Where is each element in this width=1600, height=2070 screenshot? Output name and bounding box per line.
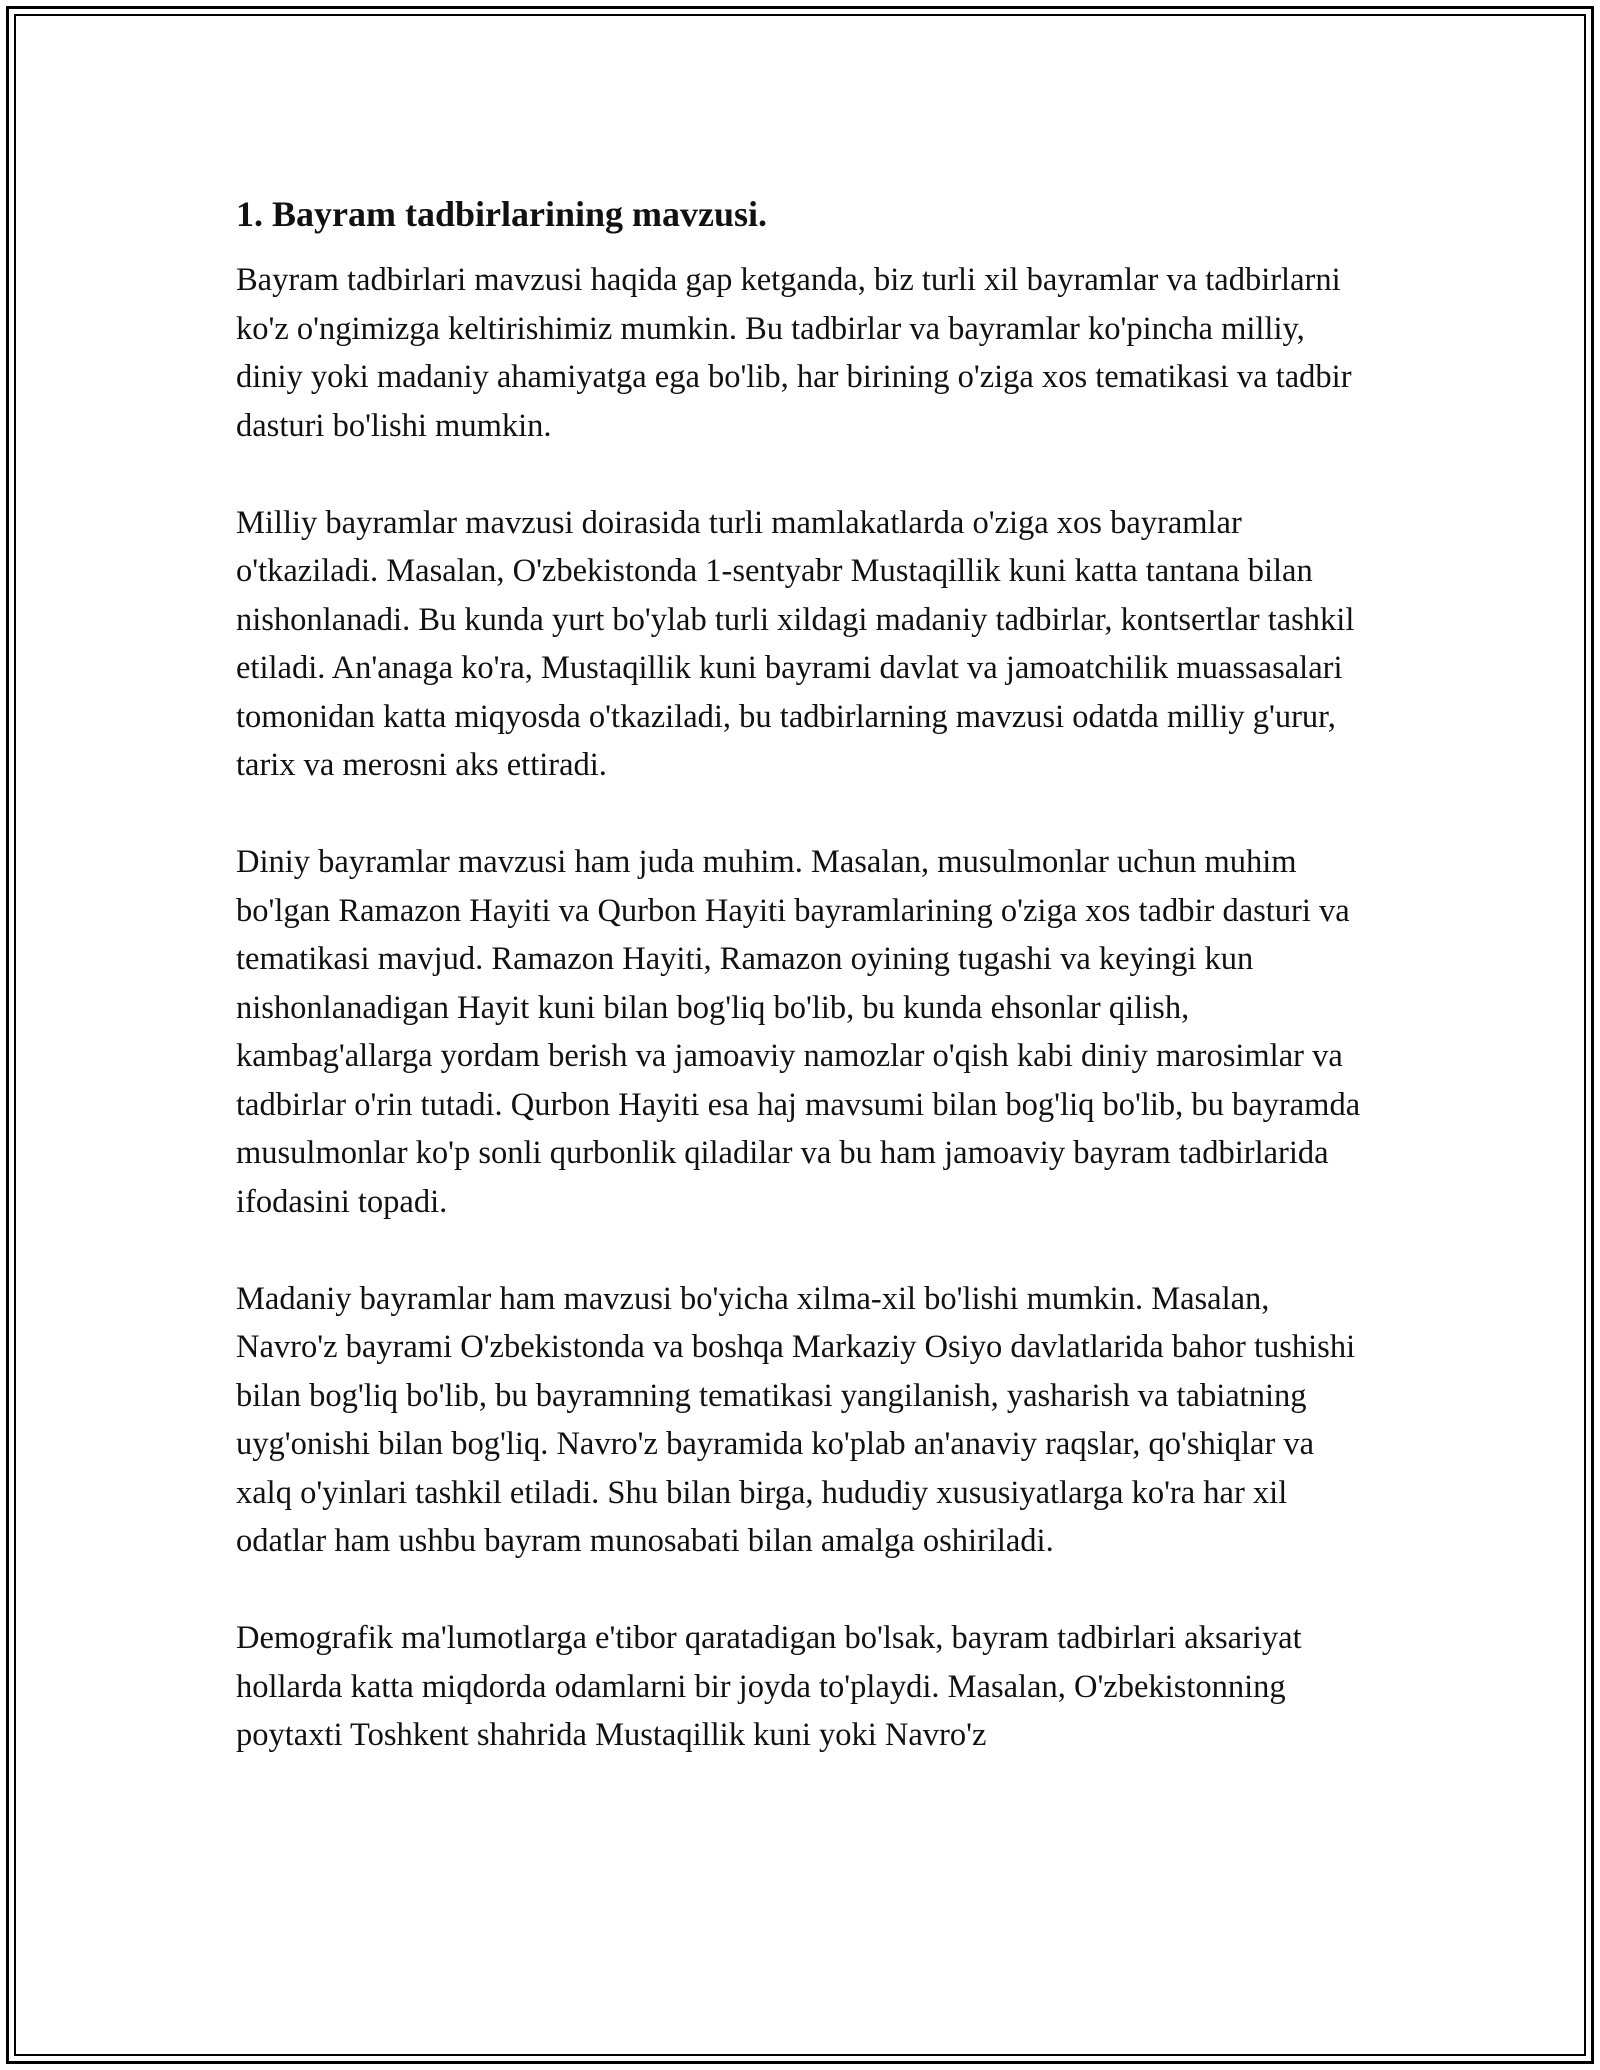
- section-heading: 1. Bayram tadbirlarining mavzusi.: [236, 194, 768, 234]
- paragraph-national-holidays: Milliy bayramlar mavzusi doirasida turli mamlakatlarda o'ziga xos bayramlar o'tkaziladi. Masalan, O'zbekistonda 1-sentyabr Mustaqillik kuni katta tantana bilan nishonlanadi. Bu kunda yurt bo'ylab turli xildagi madaniy tadbirlar, kontsertlar tashkil etiladi. An'anaga ko'ra, Mustaqillik kuni bayrami davlat va jamoatchilik muassasalari tomonidan katta miqyosda o'tkaziladi, bu tadbirlarning mavzusi odatda milliy g'urur, tarix va merosni aks ettiradi.: [236, 504, 1355, 783]
- paragraph-demographics: Demografik ma'lumotlarga e'tibor qaratadigan bo'lsak, bayram tadbirlari aksariyat hollarda katta miqdorda odamlarni bir joyda to'playdi. Masalan, O'zbekistonning poytaxti Toshkent shahrida Mustaqillik kuni yoki Navro'z: [236, 1620, 1302, 1753]
- paragraph-cultural-holidays: Madaniy bayramlar ham mavzusi bo'yicha xilma-xil bo'lishi mumkin. Masalan, Navro'z bayrami O'zbekistonda va boshqa Markaziy Osiyo davlatlarida bahor tushishi bilan bog'liq bo'lib, bu bayramning tematikasi yangilanish, yasharish va tabiatning uyg'onishi bilan bog'liq. Navro'z bayramida ko'plab an'anaviy raqslar, qo'shiqlar va xalq o'yinlari tashkil etiladi. Shu bilan birga, hududiy xususiyatlarga ko'ra har xil odatlar ham ushbu bayram munosabati bilan amalga oshiriladi.: [236, 1280, 1356, 1559]
- document-body: [236, 186, 1366, 1808]
- paragraph-religious-holidays: Diniy bayramlar mavzusi ham juda muhim. Masalan, musulmonlar uchun muhim bo'lgan Ramazon Hayiti va Qurbon Hayiti bayramlarining o'ziga xos tadbir dasturi va tematikasi mavjud. Ramazon Hayiti, Ramazon oyining tugashi va keyingi kun nishonlanadigan Hayit kuni bilan bog'liq bo'lib, bu kunda ehsonlar qilish, kambag'allarga yordam berish va jamoaviy namozlar o'qish kabi diniy marosimlar va tadbirlar o'rin tutadi. Qurbon Hayiti esa haj mavsumi bilan bog'liq bo'lib, bu bayramda musulmonlar ko'p sonli qurbonlik qiladilar va bu ham jamoaviy bayram tadbirlarida ifodasini topadi.: [236, 844, 1361, 1220]
- paragraph-intro: Bayram tadbirlari mavzusi haqida gap ketganda, biz turli xil bayramlar va tadbirlarni ko'z o'ngimizga keltirishimiz mumkin. Bu tadbirlar va bayramlar ko'pincha milliy, diniy yoki madaniy ahamiyatga ega bo'lib, har birining o'ziga xos tematikasi va tadbir dasturi bo'lishi mumkin.: [236, 262, 1352, 444]
